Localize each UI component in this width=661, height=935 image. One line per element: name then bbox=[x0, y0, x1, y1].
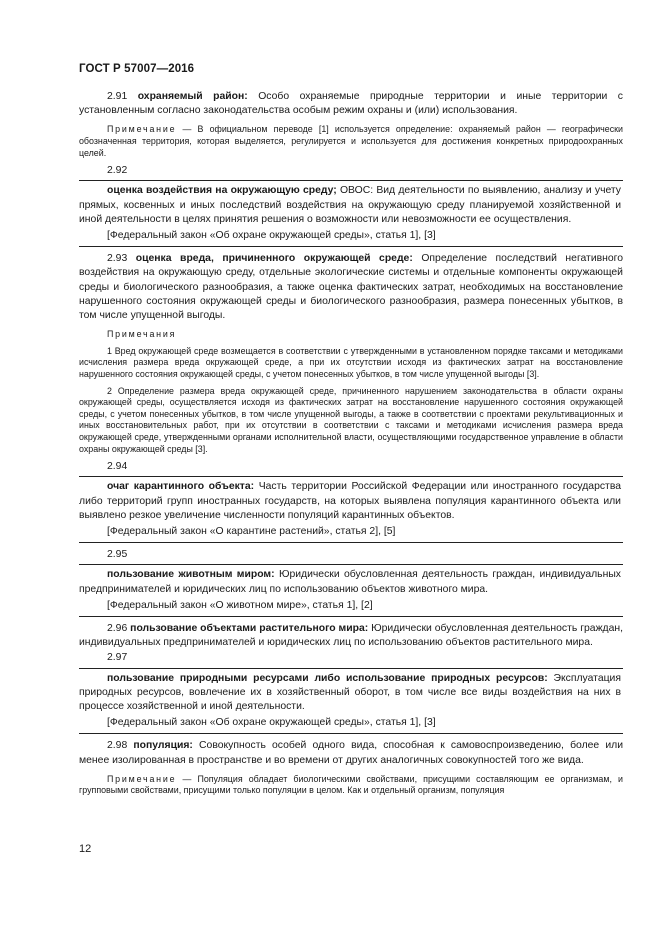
entry-2-92-box bbox=[79, 180, 623, 247]
entry-2-91-note bbox=[79, 124, 623, 159]
entry-definition: Юридически обусловленная деятельность граждан, индивидуальных предпринимателей и юридических лиц по использованию объектов животного мира. bbox=[79, 569, 621, 595]
entry-2-95-box bbox=[79, 564, 623, 617]
entry-2-94 bbox=[79, 480, 621, 523]
entry-2-94-reference: [Федеральный закон «О карантине растений», статья 2], [5] bbox=[107, 525, 396, 537]
note-label: Примечание bbox=[107, 773, 177, 784]
note-text: — Популяция обладает биологическими свойствами, присущими составляющим ее организмам, и групповыми свойствами, присущими только популяции в целом. Как и отдельный организм, популяция bbox=[79, 773, 623, 796]
entry-2-93-note-1: 1 Вред окружающей среде возмещается в соответствии с утвержденными в установленном порядке таксами и методиками исчисления размера вреда окружающей среде, а при их отсутствии исходя из фактических затрат на восстановление нарушенного состояния окружающей среды, с учетом понесенных убытков, в том числе упущенной выгоды [3]. bbox=[79, 345, 623, 379]
entry-number: 2.93 bbox=[107, 253, 128, 265]
entry-definition: Часть территории Российской Федерации или иностранного государства либо территорий групп иностранных государств, на которых выявлена популяция карантинного объекта или выявлено резкое увеличение численности популяций карантинных объектов. bbox=[79, 481, 621, 521]
page-number: 12 bbox=[79, 843, 92, 855]
entry-definition: Совокупность особей одного вида, способная к самовоспроизведению, более или менее изолированная в пространстве и во времени от других аналогичных совокупностей того же вида. bbox=[79, 740, 624, 766]
entry-2-93-note-2: 2 Определение размера вреда окружающей среде, причиненного нарушением законодательства в области охраны окружающей среды, осуществляется исходя из фактических затрат на восстановление нарушенного состояния окружающей среды, с учетом понесенных убытков, в том числе упущенной выгоды, а также в соответствии с проектами рекультивационных и иных восстановительных работ, при их отсутствии в соответствии с таксами и методиками исчисления размера вреда окружающей среде, утвержденными органами исполнительной власти, осуществляющими государственное управление в области охраны окружающей среды [3]. bbox=[79, 385, 623, 454]
entry-2-91 bbox=[79, 90, 623, 118]
entry-2-95-reference: [Федеральный закон «О животном мире», статья 1], [2] bbox=[107, 599, 373, 611]
entry-definition: Юридически обусловленная деятельность граждан, индивидуальных предпринимателей и юридических лиц по использованию объектов растительного мира. bbox=[79, 622, 623, 649]
entry-term: оценка вреда, причиненного окружающей среде: bbox=[135, 253, 413, 265]
entry-term: очаг карантинного объекта: bbox=[107, 481, 255, 493]
entry-2-98-note bbox=[79, 774, 623, 797]
entry-number: 2.96 bbox=[107, 622, 128, 634]
entry-definition: ОВОС: Вид деятельности по выявлению, анализу и учету прямых, косвенных и иных последствий воздействия на окружающую среду планируемой хозяйственной и иной деятельности в целях принятия решения о возможности или невозможности ее осуществления. bbox=[79, 185, 622, 225]
notes-label: Примечания bbox=[107, 329, 177, 340]
entry-term: пользование природными ресурсами либо использование природных ресурсов: bbox=[107, 672, 548, 684]
page-header-standard-id: ГОСТ Р 57007—2016 bbox=[79, 63, 195, 75]
entry-term: охраняемый район: bbox=[137, 91, 248, 102]
entry-2-97 bbox=[79, 672, 621, 715]
entry-term: популяция: bbox=[133, 740, 193, 752]
entry-2-94-box bbox=[79, 476, 623, 543]
entry-definition: Особо охраняемые природные территории и иные территории с установленным согласно законодательства особым режим охраны и (или) использования. bbox=[79, 91, 623, 117]
entry-2-92 bbox=[79, 184, 621, 227]
entry-2-96 bbox=[79, 622, 623, 650]
entry-2-92-reference: [Федеральный закон «Об охране окружающей среды», статья 1], [3] bbox=[107, 230, 436, 241]
entry-2-95 bbox=[79, 568, 621, 596]
entry-term: пользование животным миром: bbox=[107, 569, 275, 581]
entry-2-93-notes-label bbox=[79, 329, 623, 341]
entry-2-92-number: 2.92 bbox=[107, 165, 128, 177]
entry-definition: Эксплуатация природных ресурсов, вовлечение их в хозяйственный оборот, в том числе все виды воздействия на них в процессе хозяйственной и иной деятельности. bbox=[79, 672, 621, 712]
entry-2-97-number: 2.97 bbox=[107, 652, 128, 664]
entry-term: оценка воздействия на окружающую среду; bbox=[107, 185, 337, 197]
document-body bbox=[79, 90, 623, 802]
note-label: Примечание bbox=[107, 124, 177, 135]
entry-2-94-number: 2.94 bbox=[107, 461, 128, 473]
entry-number: 2.91 bbox=[107, 91, 128, 102]
entry-2-95-number: 2.95 bbox=[107, 549, 128, 561]
entry-term: пользование объектами растительного мира: bbox=[130, 622, 369, 634]
note-text: — В официальном переводе [1] используется определение: охраняемый район — географически обозначенная территория, которая выделяется, регулируется и используется для достижения конкретных природоохранных целей. bbox=[79, 124, 623, 158]
entry-2-93 bbox=[79, 252, 623, 323]
entry-number: 2.98 bbox=[107, 740, 128, 752]
entry-2-97-reference: [Федеральный закон «Об охране окружающей среды», статья 1], [3] bbox=[107, 717, 436, 729]
entry-2-98 bbox=[79, 739, 623, 767]
entry-2-97-box bbox=[79, 668, 623, 735]
entry-definition: Определение последствий негативного воздействия на окружающую среду, отдельные экологические системы и отдельные компоненты окружающей среды и биологического разнообразия, а также оценка фактических затрат, необходимых на восстановление нарушенного состояния окружающей среды и биологического разнообразия, размера понесенных убытков, в том числе упущенной выгоды. bbox=[79, 253, 624, 322]
